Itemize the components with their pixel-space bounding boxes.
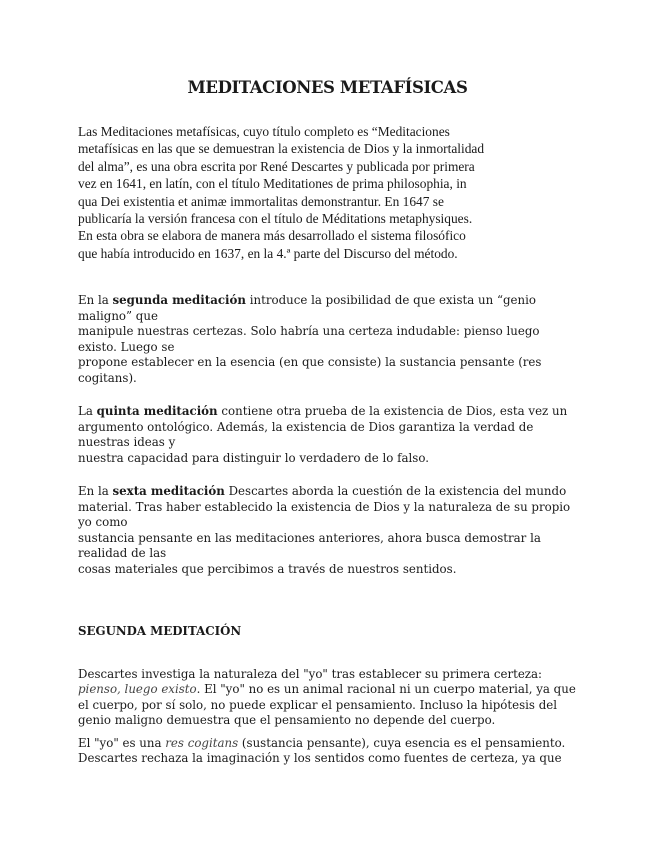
intro-line: Las Meditaciones metafísicas, cuyo título completo es “Meditaciones [78,124,450,139]
line-text: introduce la posibilidad de que exista un “genio [246,293,537,307]
segunda-meditacion-paragraph-1 [78,667,578,729]
line-text: (sustancia pensante), cuya esencia es el pensamiento. [238,736,566,750]
line-prefix: El "yo" es una [78,736,166,750]
line-text: contiene otra prueba de la existencia de Dios, esta vez un [217,404,568,418]
meditation-name: segunda meditación [112,293,246,307]
paragraph-line: genio maligno demuestra que el pensamiento no depende del cuerpo. [78,713,496,728]
intro-line: vez en 1641, en latín, con el título Meditationes de prima philosophia, in [78,176,467,192]
paragraph-line: material. Tras haber establecido la existencia de Dios y la naturaleza de su propio [78,499,571,514]
paragraph-line: nuestra capacidad para distinguir lo verdadero de lo falso. [78,450,429,465]
quinta-paragraph [78,404,578,466]
intro-line: metafísicas en las que se demuestran la existencia de Dios y la inmortalidad [78,141,485,157]
intro-line: del alma”, es una obra escrita por René Descartes y publicada por primera [78,158,475,174]
document-title: MEDITACIONES METAFÍSICAS [187,78,468,97]
segunda-meditacion-paragraph-2 [78,736,578,767]
line-text: . El "yo" no es un animal racional ni un cuerpo material, ya que [196,682,576,697]
paragraph-line: propone establecer en la esencia (en que consiste) la sustancia pensante (res [78,355,542,370]
paragraph-line [78,484,578,500]
paragraph-line: cosas materiales que percibimos a través de nuestros sentidos. [78,561,457,576]
paragraph-line: realidad de las [78,546,167,561]
paragraph-line: yo como [78,515,128,530]
paragraph-line: el cuerpo, por sí solo, no puede explicar el pensamiento. Incluso la hipótesis del [78,697,558,712]
paragraph-line: sustancia pensante en las meditaciones anteriores, ahora busca demostrar la [78,530,541,545]
italic-phrase: res cogitans [165,736,239,750]
line-text: Descartes aborda la cuestión de la existencia del mundo [224,484,567,498]
intro-paragraph [78,123,577,262]
intro-line: qua Dei existentia et animæ immortalitas demonstrantur. En 1647 se [78,193,444,209]
paragraph-line: Descartes rechaza la imaginación y los sentidos como fuentes de certeza, ya que [78,751,562,766]
paragraph-line: maligno” que [78,308,158,323]
line-prefix: La [78,404,97,418]
intro-line: publicaría la versión francesa con el título de Méditations metaphysiques. [78,211,473,227]
paragraph-line: existo. Luego se [78,339,175,354]
paragraph-line [78,682,578,697]
section-heading: SEGUNDA MEDITACIÓN [78,624,242,638]
intro-line: que había introducido en 1637, en la 4.ª parte del Discurso del método. [78,245,458,261]
line-prefix: En la [78,484,113,498]
paragraph-line: cogitans). [78,370,137,385]
paragraph-line [78,404,578,420]
paragraph-line [78,736,578,751]
segunda-paragraph [78,293,578,387]
line-prefix: En la [78,293,113,307]
meditation-name: quinta meditación [96,404,218,418]
paragraph-line: nuestras ideas y [78,435,176,450]
sexta-paragraph [78,484,578,578]
paragraph-line: Descartes investiga la naturaleza del "yo" tras establecer su primera certeza: [78,667,543,681]
paragraph-line: manipule nuestras certezas. Solo habría una certeza indudable: pienso luego [78,324,540,339]
meditation-name: sexta meditación [112,484,225,498]
paragraph-line [78,293,578,309]
paragraph-line: argumento ontológico. Además, la existencia de Dios garantiza la verdad de [78,419,534,434]
italic-phrase: pienso, luego existo [78,682,197,697]
intro-line: En esta obra se elabora de manera más desarrollado el sistema filosófico [78,228,466,244]
